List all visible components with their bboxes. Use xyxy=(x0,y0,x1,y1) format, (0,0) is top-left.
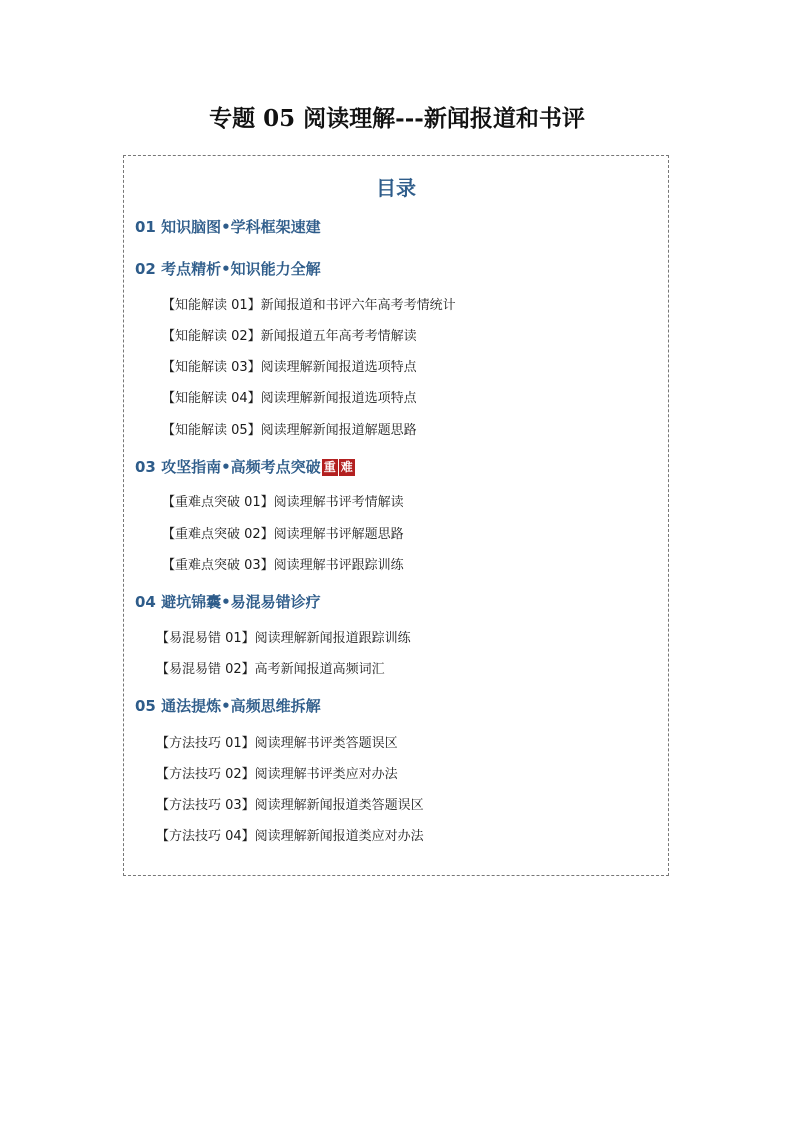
toc-item[interactable]: 【重难点突破 02】阅读理解书评解题思路 xyxy=(162,527,404,542)
toc-section-5[interactable]: 05 通法提炼•高频思维拆解 xyxy=(135,697,321,715)
difficult-badge: 难 xyxy=(340,460,353,474)
toc-section-2[interactable]: 02 考点精析•知识能力全解 xyxy=(135,260,321,278)
key-badge: 重 xyxy=(323,460,336,474)
toc-item[interactable]: 【重难点突破 03】阅读理解书评跟踪训练 xyxy=(162,558,404,573)
toc-section-4[interactable]: 04 避坑锦囊•易混易错诊疗 xyxy=(135,593,321,611)
toc-item[interactable]: 【方法技巧 04】阅读理解新闻报道类应对办法 xyxy=(156,829,424,844)
toc-item[interactable]: 【知能解读 04】阅读理解新闻报道选项特点 xyxy=(162,391,417,406)
toc-section-3[interactable] xyxy=(135,456,355,477)
toc-section-1[interactable]: 01 知识脑图•学科框架速建 xyxy=(135,218,321,236)
toc-item[interactable]: 【重难点突破 01】阅读理解书评考情解读 xyxy=(162,495,404,510)
toc-item[interactable]: 【易混易错 01】阅读理解新闻报道跟踪训练 xyxy=(156,631,411,646)
toc-item[interactable]: 【方法技巧 01】阅读理解书评类答题误区 xyxy=(156,736,398,751)
toc-heading: 目录 xyxy=(376,176,416,200)
toc-item[interactable]: 【知能解读 02】新闻报道五年高考考情解读 xyxy=(162,329,417,344)
toc-section-label: 03 攻坚指南•高频考点突破 xyxy=(135,458,321,476)
page-title: 专题 05 阅读理解---新闻报道和书评 xyxy=(209,105,585,132)
toc-item[interactable]: 【方法技巧 02】阅读理解书评类应对办法 xyxy=(156,767,398,782)
toc-item[interactable]: 【易混易错 02】高考新闻报道高频词汇 xyxy=(156,662,385,677)
table-of-contents xyxy=(123,155,669,876)
toc-item[interactable]: 【知能解读 05】阅读理解新闻报道解题思路 xyxy=(162,423,417,438)
toc-item[interactable]: 【方法技巧 03】阅读理解新闻报道类答题误区 xyxy=(156,798,424,813)
toc-item[interactable]: 【知能解读 03】阅读理解新闻报道选项特点 xyxy=(162,360,417,375)
toc-item[interactable]: 【知能解读 01】新闻报道和书评六年高考考情统计 xyxy=(162,298,456,313)
